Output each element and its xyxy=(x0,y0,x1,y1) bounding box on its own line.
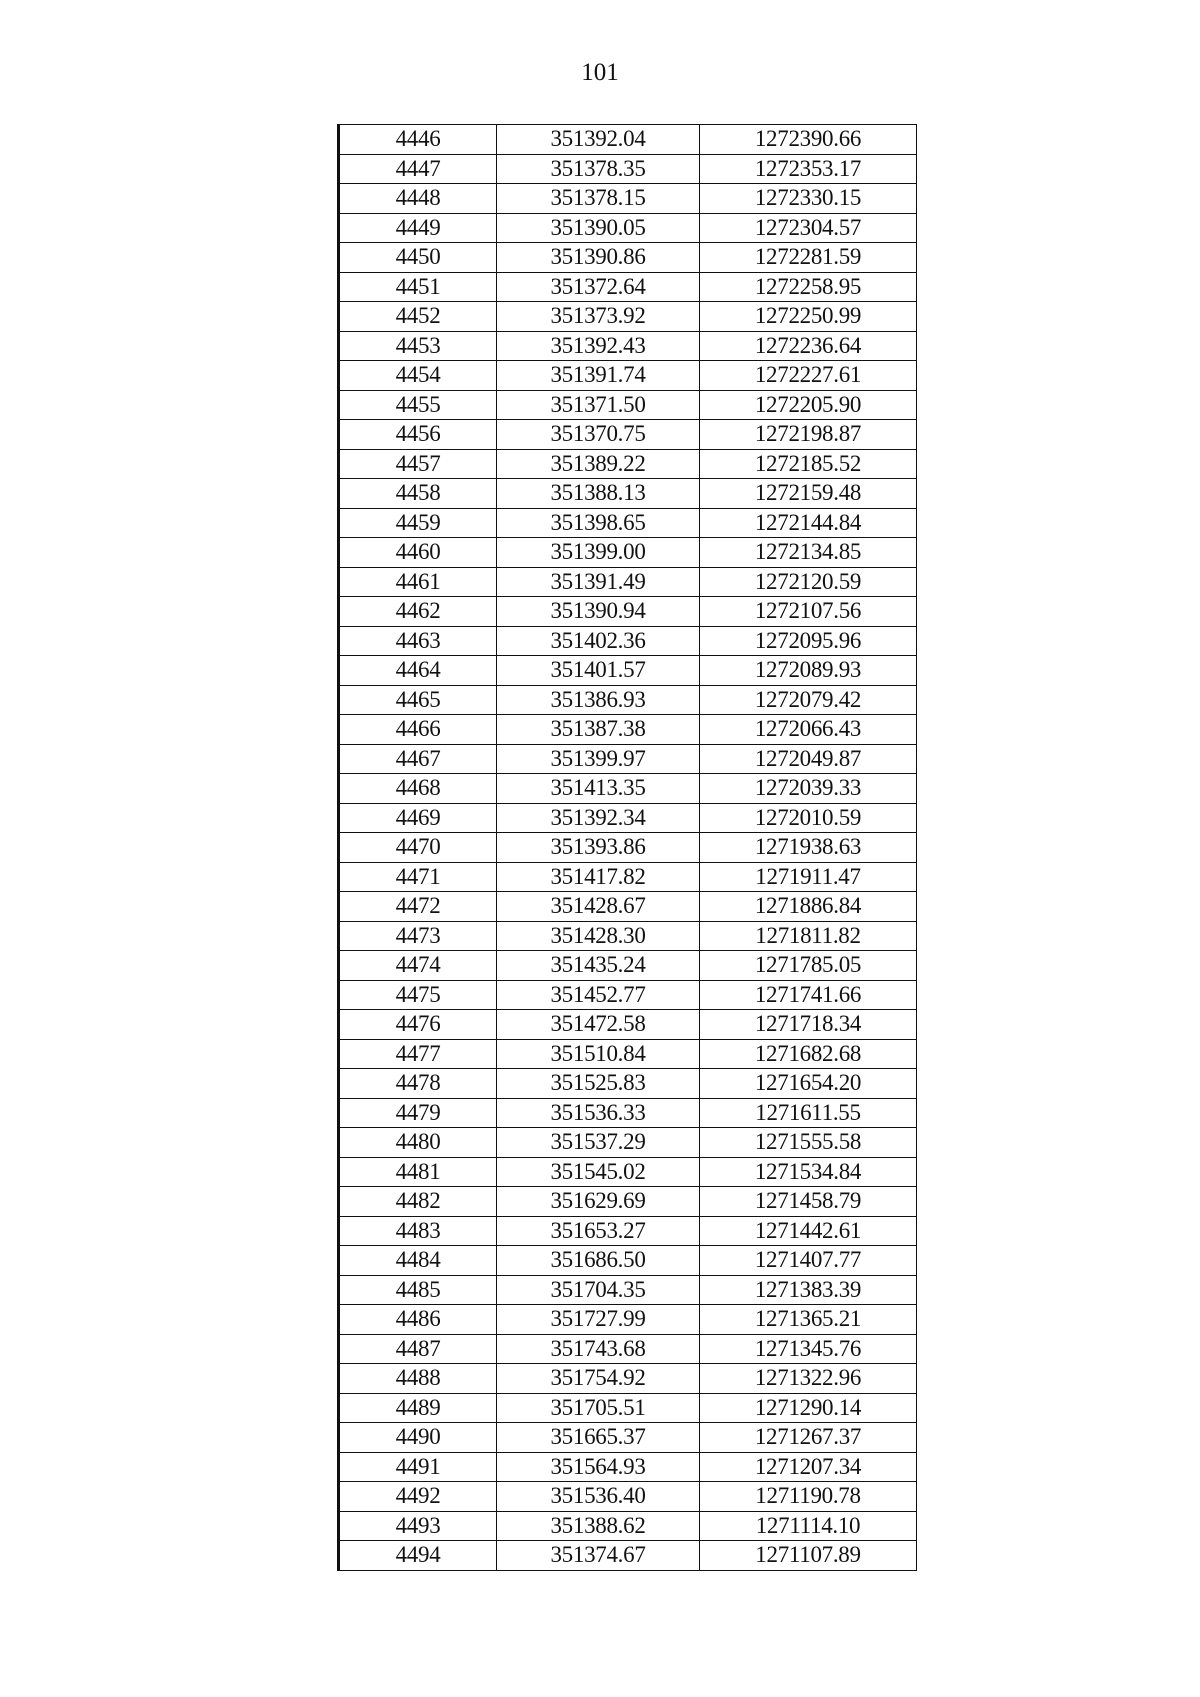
table-row xyxy=(339,833,917,863)
y-coordinate-cell: 1271267.37 xyxy=(700,1423,917,1453)
y-coordinate-cell: 1272185.52 xyxy=(700,449,917,479)
point-number-cell: 4460 xyxy=(339,538,497,568)
table-row xyxy=(339,272,917,302)
x-coordinate-cell: 351653.27 xyxy=(497,1216,700,1246)
x-coordinate-cell: 351402.36 xyxy=(497,626,700,656)
x-coordinate-cell: 351392.04 xyxy=(497,125,700,155)
table-row xyxy=(339,213,917,243)
y-coordinate-cell: 1272198.87 xyxy=(700,420,917,450)
y-coordinate-cell: 1271654.20 xyxy=(700,1069,917,1099)
y-coordinate-cell: 1271107.89 xyxy=(700,1541,917,1571)
point-number-cell: 4490 xyxy=(339,1423,497,1453)
x-coordinate-cell: 351387.38 xyxy=(497,715,700,745)
x-coordinate-cell: 351417.82 xyxy=(497,862,700,892)
point-number-cell: 4474 xyxy=(339,951,497,981)
x-coordinate-cell: 351401.57 xyxy=(497,656,700,686)
y-coordinate-cell: 1272066.43 xyxy=(700,715,917,745)
point-number-cell: 4463 xyxy=(339,626,497,656)
point-number-cell: 4465 xyxy=(339,685,497,715)
x-coordinate-cell: 351536.40 xyxy=(497,1482,700,1512)
y-coordinate-cell: 1271365.21 xyxy=(700,1305,917,1335)
y-coordinate-cell: 1272353.17 xyxy=(700,154,917,184)
table-row xyxy=(339,1216,917,1246)
y-coordinate-cell: 1272134.85 xyxy=(700,538,917,568)
y-coordinate-cell: 1272107.56 xyxy=(700,597,917,627)
y-coordinate-cell: 1271290.14 xyxy=(700,1393,917,1423)
y-coordinate-cell: 1271114.10 xyxy=(700,1511,917,1541)
point-number-cell: 4471 xyxy=(339,862,497,892)
point-number-cell: 4459 xyxy=(339,508,497,538)
x-coordinate-cell: 351389.22 xyxy=(497,449,700,479)
y-coordinate-cell: 1272236.64 xyxy=(700,331,917,361)
table-row xyxy=(339,1511,917,1541)
point-number-cell: 4489 xyxy=(339,1393,497,1423)
table-row xyxy=(339,715,917,745)
page-number: 101 xyxy=(581,59,619,86)
point-number-cell: 4482 xyxy=(339,1187,497,1217)
point-number-cell: 4452 xyxy=(339,302,497,332)
point-number-cell: 4453 xyxy=(339,331,497,361)
table-row xyxy=(339,508,917,538)
point-number-cell: 4466 xyxy=(339,715,497,745)
y-coordinate-cell: 1271682.68 xyxy=(700,1039,917,1069)
x-coordinate-cell: 351743.68 xyxy=(497,1334,700,1364)
point-number-cell: 4457 xyxy=(339,449,497,479)
table-row xyxy=(339,803,917,833)
x-coordinate-cell: 351378.15 xyxy=(497,184,700,214)
table-row xyxy=(339,479,917,509)
point-number-cell: 4491 xyxy=(339,1452,497,1482)
y-coordinate-cell: 1271718.34 xyxy=(700,1010,917,1040)
x-coordinate-cell: 351428.30 xyxy=(497,921,700,951)
x-coordinate-cell: 351629.69 xyxy=(497,1187,700,1217)
point-number-cell: 4477 xyxy=(339,1039,497,1069)
table-row xyxy=(339,1541,917,1571)
x-coordinate-cell: 351372.64 xyxy=(497,272,700,302)
y-coordinate-cell: 1272089.93 xyxy=(700,656,917,686)
y-coordinate-cell: 1272095.96 xyxy=(700,626,917,656)
y-coordinate-cell: 1271785.05 xyxy=(700,951,917,981)
y-coordinate-cell: 1272390.66 xyxy=(700,125,917,155)
x-coordinate-cell: 351537.29 xyxy=(497,1128,700,1158)
y-coordinate-cell: 1272010.59 xyxy=(700,803,917,833)
y-coordinate-cell: 1272144.84 xyxy=(700,508,917,538)
table-row xyxy=(339,1010,917,1040)
table-row xyxy=(339,1275,917,1305)
point-number-cell: 4448 xyxy=(339,184,497,214)
x-coordinate-cell: 351391.74 xyxy=(497,361,700,391)
x-coordinate-cell: 351754.92 xyxy=(497,1364,700,1394)
x-coordinate-cell: 351665.37 xyxy=(497,1423,700,1453)
x-coordinate-cell: 351392.43 xyxy=(497,331,700,361)
point-number-cell: 4478 xyxy=(339,1069,497,1099)
point-number-cell: 4458 xyxy=(339,479,497,509)
x-coordinate-cell: 351390.05 xyxy=(497,213,700,243)
table-row xyxy=(339,390,917,420)
point-number-cell: 4476 xyxy=(339,1010,497,1040)
x-coordinate-cell: 351388.13 xyxy=(497,479,700,509)
x-coordinate-cell: 351399.97 xyxy=(497,744,700,774)
table-row xyxy=(339,1305,917,1335)
x-coordinate-cell: 351374.67 xyxy=(497,1541,700,1571)
x-coordinate-cell: 351705.51 xyxy=(497,1393,700,1423)
table-row xyxy=(339,125,917,155)
point-number-cell: 4485 xyxy=(339,1275,497,1305)
y-coordinate-cell: 1272159.48 xyxy=(700,479,917,509)
table-row xyxy=(339,302,917,332)
y-coordinate-cell: 1272205.90 xyxy=(700,390,917,420)
point-number-cell: 4447 xyxy=(339,154,497,184)
table-row xyxy=(339,951,917,981)
x-coordinate-cell: 351398.65 xyxy=(497,508,700,538)
table-row xyxy=(339,862,917,892)
table-row xyxy=(339,1393,917,1423)
y-coordinate-cell: 1271442.61 xyxy=(700,1216,917,1246)
x-coordinate-cell: 351390.94 xyxy=(497,597,700,627)
table-row xyxy=(339,420,917,450)
table-row xyxy=(339,744,917,774)
point-number-cell: 4472 xyxy=(339,892,497,922)
point-number-cell: 4455 xyxy=(339,390,497,420)
y-coordinate-cell: 1272258.95 xyxy=(700,272,917,302)
x-coordinate-cell: 351386.93 xyxy=(497,685,700,715)
table-row xyxy=(339,597,917,627)
x-coordinate-cell: 351373.92 xyxy=(497,302,700,332)
table-row xyxy=(339,656,917,686)
table-row xyxy=(339,774,917,804)
point-number-cell: 4451 xyxy=(339,272,497,302)
y-coordinate-cell: 1272120.59 xyxy=(700,567,917,597)
point-number-cell: 4486 xyxy=(339,1305,497,1335)
x-coordinate-cell: 351391.49 xyxy=(497,567,700,597)
table-row xyxy=(339,1098,917,1128)
x-coordinate-cell: 351472.58 xyxy=(497,1010,700,1040)
x-coordinate-cell: 351704.35 xyxy=(497,1275,700,1305)
y-coordinate-cell: 1272079.42 xyxy=(700,685,917,715)
point-number-cell: 4450 xyxy=(339,243,497,273)
table-row xyxy=(339,243,917,273)
x-coordinate-cell: 351392.34 xyxy=(497,803,700,833)
point-number-cell: 4473 xyxy=(339,921,497,951)
y-coordinate-cell: 1272227.61 xyxy=(700,361,917,391)
table-row xyxy=(339,184,917,214)
point-number-cell: 4479 xyxy=(339,1098,497,1128)
x-coordinate-cell: 351388.62 xyxy=(497,1511,700,1541)
x-coordinate-cell: 351390.86 xyxy=(497,243,700,273)
x-coordinate-cell: 351510.84 xyxy=(497,1039,700,1069)
x-coordinate-cell: 351435.24 xyxy=(497,951,700,981)
y-coordinate-cell: 1272330.15 xyxy=(700,184,917,214)
table-row xyxy=(339,1423,917,1453)
x-coordinate-cell: 351413.35 xyxy=(497,774,700,804)
y-coordinate-cell: 1271886.84 xyxy=(700,892,917,922)
x-coordinate-cell: 351525.83 xyxy=(497,1069,700,1099)
x-coordinate-cell: 351564.93 xyxy=(497,1452,700,1482)
y-coordinate-cell: 1272250.99 xyxy=(700,302,917,332)
table-row xyxy=(339,567,917,597)
y-coordinate-cell: 1272049.87 xyxy=(700,744,917,774)
table-row xyxy=(339,1039,917,1069)
table-row xyxy=(339,449,917,479)
table-row xyxy=(339,1157,917,1187)
x-coordinate-cell: 351545.02 xyxy=(497,1157,700,1187)
x-coordinate-cell: 351393.86 xyxy=(497,833,700,863)
point-number-cell: 4492 xyxy=(339,1482,497,1512)
point-number-cell: 4493 xyxy=(339,1511,497,1541)
x-coordinate-cell: 351371.50 xyxy=(497,390,700,420)
x-coordinate-cell: 351378.35 xyxy=(497,154,700,184)
point-number-cell: 4454 xyxy=(339,361,497,391)
point-number-cell: 4446 xyxy=(339,125,497,155)
point-number-cell: 4484 xyxy=(339,1246,497,1276)
table-row xyxy=(339,538,917,568)
point-number-cell: 4494 xyxy=(339,1541,497,1571)
table-row xyxy=(339,980,917,1010)
y-coordinate-cell: 1271811.82 xyxy=(700,921,917,951)
point-number-cell: 4488 xyxy=(339,1364,497,1394)
point-number-cell: 4487 xyxy=(339,1334,497,1364)
table-row xyxy=(339,626,917,656)
y-coordinate-cell: 1272304.57 xyxy=(700,213,917,243)
point-number-cell: 4467 xyxy=(339,744,497,774)
y-coordinate-cell: 1271611.55 xyxy=(700,1098,917,1128)
table-row xyxy=(339,154,917,184)
x-coordinate-cell: 351727.99 xyxy=(497,1305,700,1335)
x-coordinate-cell: 351536.33 xyxy=(497,1098,700,1128)
y-coordinate-cell: 1272039.33 xyxy=(700,774,917,804)
y-coordinate-cell: 1271534.84 xyxy=(700,1157,917,1187)
point-number-cell: 4475 xyxy=(339,980,497,1010)
table-row xyxy=(339,1364,917,1394)
point-number-cell: 4481 xyxy=(339,1157,497,1187)
point-number-cell: 4469 xyxy=(339,803,497,833)
point-number-cell: 4470 xyxy=(339,833,497,863)
y-coordinate-cell: 1272281.59 xyxy=(700,243,917,273)
y-coordinate-cell: 1271911.47 xyxy=(700,862,917,892)
table-row xyxy=(339,331,917,361)
x-coordinate-cell: 351428.67 xyxy=(497,892,700,922)
x-coordinate-cell: 351399.00 xyxy=(497,538,700,568)
table-row xyxy=(339,361,917,391)
table-row xyxy=(339,1452,917,1482)
coordinates-table-body xyxy=(339,125,917,1571)
table-row xyxy=(339,921,917,951)
y-coordinate-cell: 1271207.34 xyxy=(700,1452,917,1482)
point-number-cell: 4456 xyxy=(339,420,497,450)
table-row xyxy=(339,1069,917,1099)
point-number-cell: 4461 xyxy=(339,567,497,597)
y-coordinate-cell: 1271383.39 xyxy=(700,1275,917,1305)
table-row xyxy=(339,1128,917,1158)
point-number-cell: 4464 xyxy=(339,656,497,686)
x-coordinate-cell: 351452.77 xyxy=(497,980,700,1010)
y-coordinate-cell: 1271345.76 xyxy=(700,1334,917,1364)
point-number-cell: 4462 xyxy=(339,597,497,627)
y-coordinate-cell: 1271190.78 xyxy=(700,1482,917,1512)
point-number-cell: 4468 xyxy=(339,774,497,804)
x-coordinate-cell: 351686.50 xyxy=(497,1246,700,1276)
table-row xyxy=(339,1187,917,1217)
point-number-cell: 4483 xyxy=(339,1216,497,1246)
y-coordinate-cell: 1271938.63 xyxy=(700,833,917,863)
point-number-cell: 4449 xyxy=(339,213,497,243)
x-coordinate-cell: 351370.75 xyxy=(497,420,700,450)
point-number-cell: 4480 xyxy=(339,1128,497,1158)
y-coordinate-cell: 1271322.96 xyxy=(700,1364,917,1394)
y-coordinate-cell: 1271555.58 xyxy=(700,1128,917,1158)
y-coordinate-cell: 1271741.66 xyxy=(700,980,917,1010)
table-row xyxy=(339,892,917,922)
table-row xyxy=(339,1334,917,1364)
coordinates-table xyxy=(337,124,917,1571)
table-row xyxy=(339,1246,917,1276)
table-row xyxy=(339,685,917,715)
y-coordinate-cell: 1271407.77 xyxy=(700,1246,917,1276)
y-coordinate-cell: 1271458.79 xyxy=(700,1187,917,1217)
table-row xyxy=(339,1482,917,1512)
